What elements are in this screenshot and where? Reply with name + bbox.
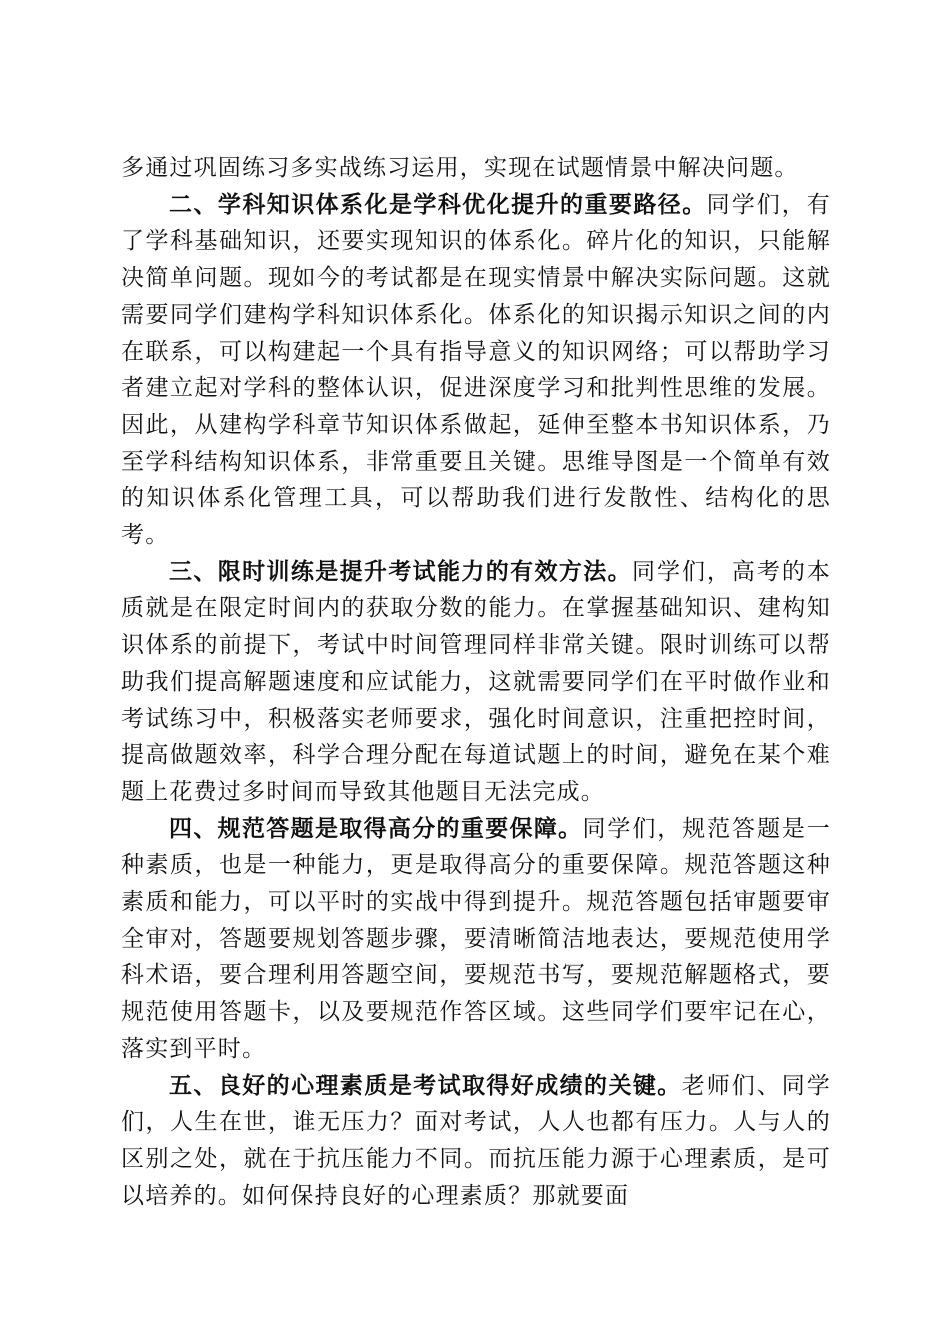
section-heading: 二、学科知识体系化是学科优化提升的重要路径。 <box>169 191 707 218</box>
paragraph-body: 同学们，有了学科基础知识，还要实现知识的体系化。碎片化的知识，只能解决简单问题。现如今的考试都是在现实情景中解决实际问题。这就需要同学们建构学科知识体系化。体系化的知识揭示知识之间的内在联系，可以构建起一个具有指导意义的知识网络；可以帮助学习者建立起对学科的整体认识，促进深度学习和批判性思维的发展。因此，从建构学科章节知识体系做起，延伸至整本书知识体系，乃至学科结构知识体系，非常重要且关键。思维导图是一个简单有效的知识体系化管理工具，可以帮助我们进行发散性、结构化的思考。 <box>121 191 832 549</box>
paragraph-section-3 <box>121 554 831 811</box>
section-heading: 三、限时训练是提升考试能力的有效方法。 <box>169 558 633 585</box>
paragraph-section-5 <box>121 1068 831 1215</box>
section-heading: 四、规范答题是取得高分的重要保障。 <box>169 815 583 842</box>
paragraph-body: 老师们、同学们，人生在世，谁无压力？面对考试，人人也都有压力。人与人的区别之处，就在于抗压能力不同。而抗压能力源于心理素质，是可以培养的。如何保持良好的心理素质？那就要面 <box>121 1072 831 1209</box>
paragraph-section-2 <box>121 187 831 554</box>
paragraph-section-4 <box>121 811 831 1068</box>
document-body <box>121 150 831 1214</box>
paragraph-body: 多通过巩固练习多实战练习运用，实现在试题情景中解决问题。 <box>121 155 799 181</box>
paragraph-continuation <box>121 150 831 187</box>
section-heading: 五、良好的心理素质是考试取得好成绩的关键。 <box>169 1072 682 1099</box>
paragraph-body: 同学们，规范答题是一种素质，也是一种能力，更是取得高分的重要保障。规范答题这种素质和能力，可以平时的实战中得到提升。规范答题包括审题要审全审对，答题要规划答题步骤，要清晰简洁地表达，要规范使用学科术语，要合理利用答题空间，要规范书写，要规范解题格式，要规范使用答题卡，以及要规范作答区域。这些同学们要牢记在心，落实到平时。 <box>121 815 832 1062</box>
paragraph-body: 同学们，高考的本质就是在限定时间内的获取分数的能力。在掌握基础知识、建构知识体系的前提下，考试中时间管理同样非常关键。限时训练可以帮助我们提高解题速度和应试能力，这就需要同学们在平时做作业和考试练习中，积极落实老师要求，强化时间意识，注重把控时间，提高做题效率，科学合理分配在每道试题上的时间，避免在某个难题上花费过多时间而导致其他题目无法完成。 <box>121 558 831 805</box>
